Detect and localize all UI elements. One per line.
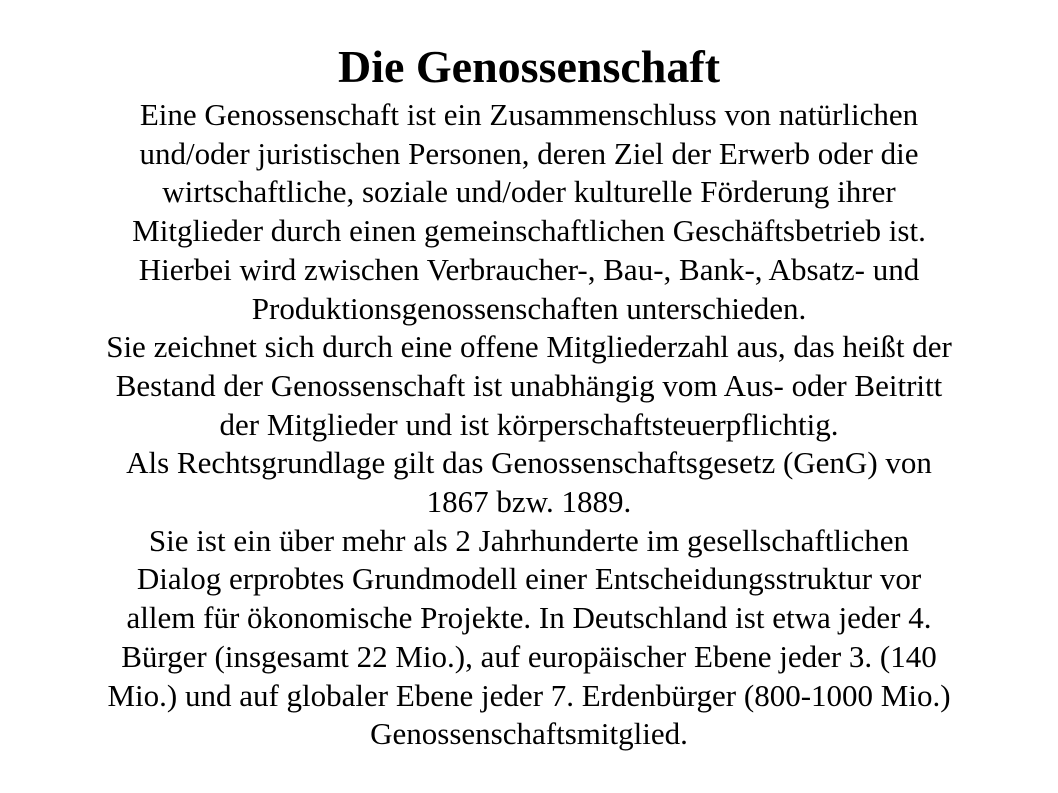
body-line: und/oder juristischen Personen, deren Ziel der Erwerb oder die	[139, 135, 919, 171]
body-line: Hierbei wird zwischen Verbraucher-, Bau-, Bank-, Absatz- und	[138, 251, 920, 287]
body-line: Sie ist ein über mehr als 2 Jahrhunderte im gesellschaftlichen	[148, 522, 910, 558]
body-line: allem für ökonomische Projekte. In Deutschland ist etwa jeder 4.	[126, 600, 932, 636]
body-line: Eine Genossenschaft ist ein Zusammenschluss von natürlichen	[139, 97, 919, 132]
body-line: der Mitglieder und ist körperschaftsteuerpflichtig.	[219, 406, 839, 442]
body-line: Bestand der Genossenschaft ist unabhängig vom Aus- oder Beitritt	[115, 367, 943, 403]
slide-title: Die Genossenschaft	[337, 41, 721, 92]
body-line: Genossenschaftsmitglied.	[370, 716, 688, 752]
body-line: Als Rechtsgrundlage gilt das Genossenschaftsgesetz (GenG) von	[126, 445, 932, 481]
slide-body	[20, 96, 1038, 754]
body-line: Mitglieder durch einen gemeinschaftlichen Geschäftsbetrieb ist.	[132, 213, 926, 249]
body-line: Produktionsgenossenschaften unterschieden.	[251, 290, 807, 326]
body-line: Sie zeichnet sich durch eine offene Mitgliederzahl aus, das heißt der	[106, 329, 952, 365]
body-line: Mio.) und auf globaler Ebene jeder 7. Erdenbürger (800-1000 Mio.)	[107, 677, 951, 713]
body-line: 1867 bzw. 1889.	[426, 484, 632, 520]
body-line: Bürger (insgesamt 22 Mio.), auf europäischer Ebene jeder 3. (140	[121, 638, 937, 674]
body-line: Dialog erprobtes Grundmodell einer Entscheidungsstruktur vor	[136, 561, 922, 597]
body-line: wirtschaftliche, soziale und/oder kulturelle Förderung ihrer	[162, 174, 896, 210]
